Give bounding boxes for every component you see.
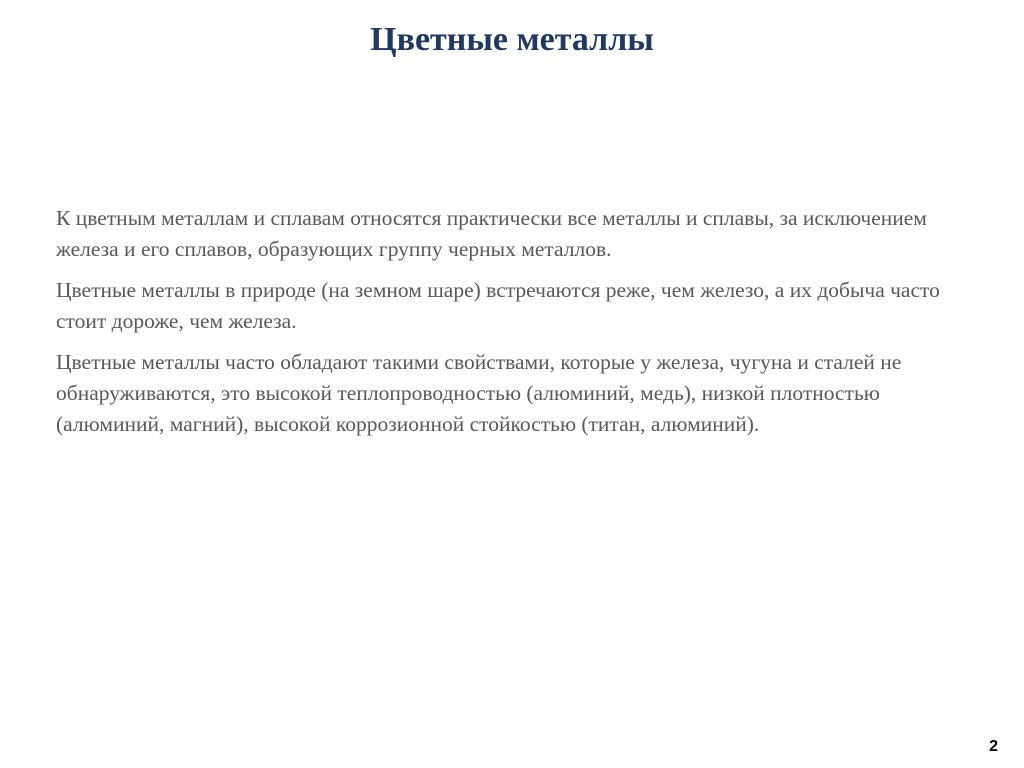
slide-title: Цветные металлы	[370, 21, 654, 58]
paragraph-occurrence: Цветные металлы в природе (на земном шаре) встречаются реже, чем железо, а их добыча часто стоит дороже, чем железа.	[56, 278, 940, 333]
paragraph-definition: К цветным металлам и сплавам относятся практически все металлы и сплавы, за исключением железа и его сплавов, образующих группу черных металлов.	[56, 206, 927, 261]
slide-body	[56, 203, 976, 450]
page-number: 2	[989, 738, 998, 755]
paragraph-properties: Цветные металлы часто обладают такими свойствами, которые у железа, чугуна и сталей не обнаруживаются, это высокой теплопроводностью (алюминий, медь), низкой плотностью (алюминий, магний), высокой коррозионной стойкостью (титан, алюминий).	[56, 350, 902, 436]
